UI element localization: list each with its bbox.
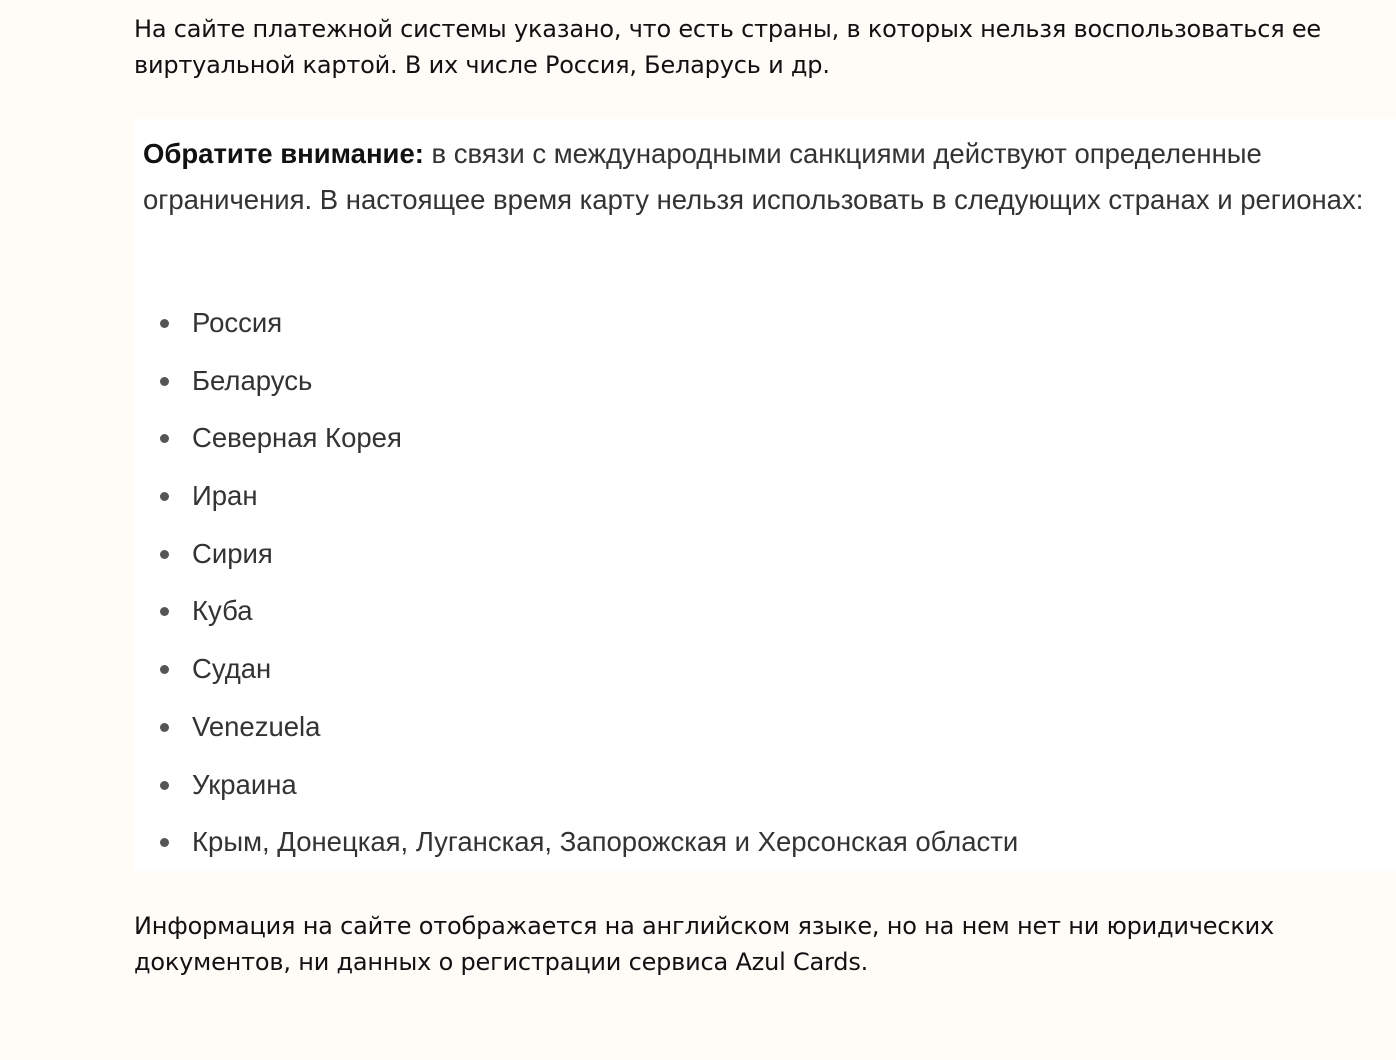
country-name: Судан [192, 653, 272, 685]
bullet-icon [160, 607, 169, 616]
intro-paragraph: На сайте платежной системы указано, что есть страны, в которых нельзя воспользоваться ее виртуальной картой. В их числе Россия, Беларусь и др. [134, 15, 1321, 79]
list-item [134, 352, 1018, 410]
bullet-icon [160, 434, 169, 443]
bullet-icon [160, 319, 169, 328]
country-name: Крым, Донецкая, Луганская, Запорожская и Херсонская области [192, 826, 1019, 858]
country-name: Куба [192, 595, 253, 627]
country-name: Иран [192, 480, 258, 512]
list-item [134, 582, 1018, 640]
list-item [134, 698, 1018, 756]
country-name: Украина [192, 768, 297, 800]
list-item [134, 813, 1018, 871]
list-item [134, 467, 1018, 525]
notice-text: в связи с международными санкциями действуют определенные ограничения. В настоящее время карту нельзя использовать в следующих странах и регионах: [143, 138, 1364, 215]
bullet-icon [160, 377, 169, 386]
bullet-icon [160, 723, 169, 732]
list-item [134, 640, 1018, 698]
bullet-icon [160, 781, 169, 790]
list-item [134, 409, 1018, 467]
list-item [134, 294, 1018, 352]
list-item [134, 525, 1018, 583]
quoted-screenshot [134, 119, 1396, 871]
country-list [134, 294, 1018, 871]
bullet-icon [160, 838, 169, 847]
bullet-icon [160, 492, 169, 501]
country-name: Venezuela [192, 710, 321, 742]
country-name: Беларусь [192, 364, 313, 396]
notice-label: Обратите внимание: [143, 138, 424, 169]
list-item [134, 756, 1018, 814]
country-name: Северная Корея [192, 422, 402, 454]
notice-paragraph [143, 131, 1383, 222]
country-name: Россия [192, 307, 283, 338]
bullet-icon [160, 665, 169, 674]
country-name: Сирия [192, 537, 273, 569]
bullet-icon [160, 550, 169, 559]
outro-paragraph: Информация на сайте отображается на английском языке, но на нем нет ни юридических документов, ни данных о регистрации сервиса Azul Cards. [134, 912, 1275, 976]
